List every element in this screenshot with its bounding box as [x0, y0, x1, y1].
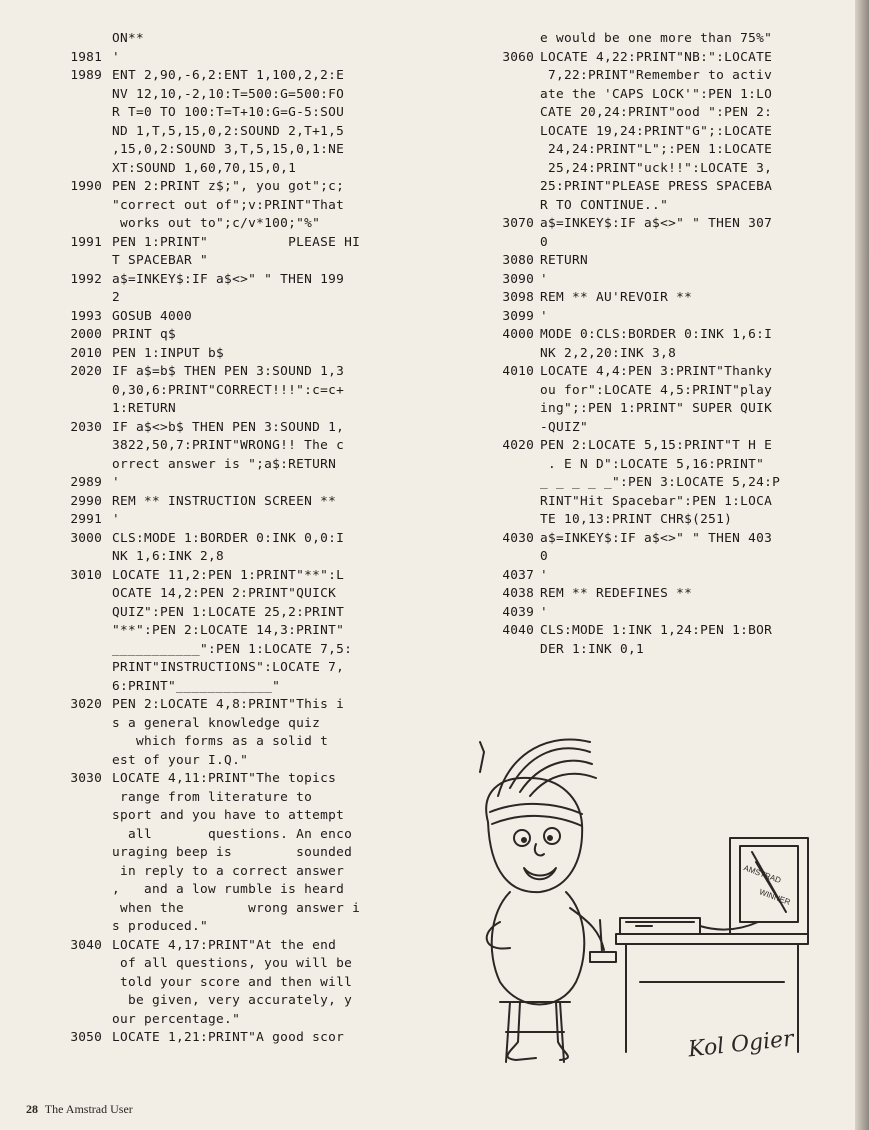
listing-line — [40, 289, 450, 308]
listing-line — [40, 178, 450, 197]
page-number: 28 — [26, 1102, 38, 1116]
basic-code: range from literature to — [112, 789, 313, 805]
basic-code: our percentage." — [112, 1011, 241, 1027]
basic-code: 6:PRINT"____________" — [112, 678, 281, 694]
listing-line — [40, 345, 450, 364]
listing-line — [462, 289, 862, 308]
basic-code: RETURN — [540, 253, 589, 268]
basic-code: 25,24:PRINT"uck!!":LOCATE 3, — [540, 160, 773, 176]
basic-code: PEN 1:PRINT" PLEASE HI — [112, 234, 361, 250]
listing-line — [40, 400, 450, 419]
line-number: 2010 — [70, 345, 102, 361]
listing-line — [462, 511, 862, 530]
listing-line — [40, 881, 450, 900]
listing-line — [40, 1011, 450, 1030]
basic-code: LOCATE 4,17:PRINT"At the end — [112, 937, 337, 953]
line-number: 2991 — [70, 512, 102, 527]
basic-code: ' — [540, 604, 549, 620]
line-number: 4038 — [502, 586, 534, 601]
listing-line — [40, 493, 450, 512]
listing-line — [40, 1029, 450, 1048]
listing-line — [40, 900, 450, 919]
listing-line — [40, 234, 450, 253]
listing-line — [40, 67, 450, 86]
listing-line — [40, 197, 450, 216]
basic-code: a$=INKEY$:IF a$<>" " THEN 199 — [112, 271, 345, 287]
basic-code: OCATE 14,2:PEN 2:PRINT"QUICK — [112, 586, 337, 601]
basic-code: ' — [540, 567, 549, 583]
basic-code: LOCATE 4,22:PRINT"NB:":LOCATE — [540, 49, 773, 65]
basic-code: NK 2,2,20:INK 3,8 — [540, 345, 677, 361]
listing-line — [462, 178, 862, 197]
listing-line — [40, 382, 450, 401]
basic-code: T SPACEBAR " — [112, 253, 209, 268]
listing-line — [40, 604, 450, 623]
basic-code: ' — [112, 512, 121, 527]
basic-code: PEN 2:LOCATE 5,15:PRINT"T H E — [540, 438, 773, 453]
basic-code: sport and you have to attempt — [112, 808, 345, 823]
listing-line — [40, 123, 450, 142]
listing-line — [40, 86, 450, 105]
listing-line — [40, 252, 450, 271]
monitor — [730, 838, 808, 934]
basic-code: ENT 2,90,-6,2:ENT 1,100,2,2:E — [112, 68, 345, 83]
basic-code: ' — [112, 49, 121, 65]
line-number: 3099 — [502, 308, 534, 324]
line-number: 1993 — [70, 308, 102, 324]
listing-line — [40, 548, 450, 567]
listing-line — [40, 474, 450, 493]
basic-code: "**":PEN 2:LOCATE 14,3:PRINT" — [112, 623, 345, 638]
basic-code: in reply to a correct answer — [112, 863, 345, 879]
listing-line — [40, 585, 450, 604]
line-number: 1981 — [70, 49, 102, 65]
listing-line — [40, 770, 450, 789]
monitor-screen-text: WINNER — [758, 887, 792, 907]
line-number: 3070 — [502, 216, 534, 231]
basic-code: LOCATE 11,2:PEN 1:PRINT"**":L — [112, 567, 345, 583]
listing-line — [40, 807, 450, 826]
artist-signature: Kol Ogier — [686, 1026, 795, 1063]
listing-line — [40, 160, 450, 179]
listing-line — [462, 419, 862, 438]
basic-code: DER 1:INK 0,1 — [540, 641, 645, 657]
basic-code: ' — [112, 475, 121, 490]
line-number: 3050 — [70, 1030, 102, 1045]
listing-line — [40, 659, 450, 678]
basic-code: "correct out of";v:PRINT"That — [112, 197, 345, 213]
basic-code: CLS:MODE 1:BORDER 0:INK 0,0:I — [112, 530, 345, 546]
line-number: 1989 — [70, 68, 102, 83]
basic-code: uraging beep is sounded — [112, 845, 353, 860]
basic-code: ND 1,T,5,15,0,2:SOUND 2,T+1,5 — [112, 123, 345, 139]
line-number: 4010 — [502, 364, 534, 379]
basic-code: 0 — [540, 234, 549, 250]
basic-code: PRINT"INSTRUCTIONS":LOCATE 7, — [112, 660, 345, 675]
line-number: 2990 — [70, 493, 102, 509]
basic-code: 2 — [112, 290, 121, 305]
basic-code: REM ** INSTRUCTION SCREEN ** — [112, 493, 337, 509]
listing-left-column — [40, 30, 450, 1048]
page-edge-shadow — [855, 0, 869, 1130]
listing-line — [462, 456, 862, 475]
basic-code: LOCATE 4,11:PRINT"The topics — [112, 771, 337, 786]
listing-line — [40, 567, 450, 586]
listing-line — [462, 86, 862, 105]
listing-line — [40, 419, 450, 438]
listing-line — [462, 530, 862, 549]
listing-line — [40, 271, 450, 290]
listing-line — [40, 844, 450, 863]
basic-code: 25:PRINT"PLEASE PRESS SPACEBA — [540, 179, 773, 194]
basic-code: LOCATE 4,4:PEN 3:PRINT"Thanky — [540, 364, 773, 379]
basic-code: ___________":PEN 1:LOCATE 7,5: — [112, 641, 353, 657]
listing-line — [462, 493, 862, 512]
listing-line — [40, 530, 450, 549]
listing-line — [40, 918, 450, 937]
basic-code: 24,24:PRINT"L";:PEN 1:LOCATE — [540, 142, 773, 157]
basic-code: ate the 'CAPS LOCK'":PEN 1:LO — [540, 86, 773, 102]
basic-code: PEN 2:LOCATE 4,8:PRINT"This i — [112, 697, 345, 712]
listing-line — [462, 67, 862, 86]
listing-line — [40, 696, 450, 715]
basic-code: IF a$<>b$ THEN PEN 3:SOUND 1, — [112, 419, 345, 435]
basic-code: 0 — [540, 549, 549, 564]
basic-code: ' — [540, 271, 549, 287]
listing-line — [462, 123, 862, 142]
basic-code: a$=INKEY$:IF a$<>" " THEN 307 — [540, 216, 773, 231]
line-number: 4030 — [502, 530, 534, 546]
listing-line — [462, 382, 862, 401]
basic-code: XT:SOUND 1,60,70,15,0,1 — [112, 160, 297, 176]
line-number: 2030 — [70, 419, 102, 435]
basic-code: _ _ _ _ _":PEN 3:LOCATE 5,24:P — [540, 475, 781, 490]
listing-line — [40, 30, 450, 49]
line-number: 1990 — [70, 179, 102, 194]
basic-code: est of your I.Q." — [112, 752, 249, 768]
listing-line — [40, 622, 450, 641]
listing-line — [462, 197, 862, 216]
basic-code: QUIZ":PEN 1:LOCATE 25,2:PRINT — [112, 604, 345, 620]
listing-line — [462, 326, 862, 345]
listing-line — [40, 937, 450, 956]
listing-line — [462, 215, 862, 234]
basic-code: a$=INKEY$:IF a$<>" " THEN 403 — [540, 530, 773, 546]
listing-line — [462, 345, 862, 364]
listing-line — [40, 456, 450, 475]
line-number: 3098 — [502, 290, 534, 305]
basic-code: 1:RETURN — [112, 401, 177, 416]
line-number: 2989 — [70, 475, 102, 490]
line-number: 3040 — [70, 937, 102, 953]
basic-code: ' — [540, 308, 549, 324]
line-number: 2020 — [70, 364, 102, 379]
line-number: 1991 — [70, 234, 102, 250]
basic-code: ou for":LOCATE 4,5:PRINT"play — [540, 382, 773, 398]
basic-code: told your score and then will — [112, 974, 353, 990]
listing-line — [462, 604, 862, 623]
line-number: 3060 — [502, 49, 534, 65]
basic-code: MODE 0:CLS:BORDER 0:INK 1,6:I — [540, 327, 773, 342]
basic-code: which forms as a solid t — [112, 734, 329, 749]
listing-line — [40, 974, 450, 993]
listing-line — [462, 474, 862, 493]
line-number: 3000 — [70, 530, 102, 546]
basic-code: 0,30,6:PRINT"CORRECT!!!":c=c+ — [112, 382, 345, 398]
line-number: 3010 — [70, 567, 102, 583]
listing-line — [40, 215, 450, 234]
listing-line — [40, 863, 450, 882]
listing-line — [462, 308, 862, 327]
cartoon-illustration — [440, 712, 840, 1082]
listing-line — [462, 252, 862, 271]
basic-code: 7,22:PRINT"Remember to activ — [540, 68, 773, 83]
basic-code: PEN 2:PRINT z$;", you got";c; — [112, 179, 345, 194]
page-footer — [26, 1102, 133, 1117]
listing-line — [462, 400, 862, 419]
listing-line — [40, 715, 450, 734]
basic-code: REM ** REDEFINES ** — [540, 586, 693, 601]
basic-code: CATE 20,24:PRINT"ood ":PEN 2: — [540, 105, 773, 120]
listing-line — [462, 641, 862, 660]
hair-strands — [498, 739, 596, 796]
basic-code: REM ** AU'REVOIR ** — [540, 290, 693, 305]
basic-code: -QUIZ" — [540, 419, 589, 435]
headband — [490, 804, 582, 826]
listing-line — [40, 49, 450, 68]
listing-line — [40, 752, 450, 771]
basic-code: R T=0 TO 100:T=T+10:G=G-5:SOU — [112, 105, 345, 120]
basic-code: when the wrong answer i — [112, 900, 361, 916]
listing-line — [462, 234, 862, 253]
basic-code: , and a low rumble is heard — [112, 882, 345, 897]
listing-line — [40, 955, 450, 974]
listing-line — [40, 104, 450, 123]
basic-code: orrect answer is ";a$:RETURN — [112, 456, 337, 472]
basic-code: LOCATE 1,21:PRINT"A good scor — [112, 1030, 345, 1045]
listing-line — [462, 104, 862, 123]
stool — [500, 1002, 570, 1062]
listing-line — [40, 641, 450, 660]
listing-line — [462, 437, 862, 456]
basic-code: ON** — [112, 31, 145, 46]
joystick — [590, 920, 616, 962]
listing-line — [462, 160, 862, 179]
basic-code: e would be one more than 75%" — [540, 31, 773, 46]
listing-line — [40, 992, 450, 1011]
basic-code: 3822,50,7:PRINT"WRONG!! The c — [112, 438, 345, 453]
basic-code: s a general knowledge quiz — [112, 715, 321, 731]
basic-code: IF a$=b$ THEN PEN 3:SOUND 1,3 — [112, 364, 345, 379]
listing-line — [462, 622, 862, 641]
line-number: 2000 — [70, 327, 102, 342]
listing-line — [40, 789, 450, 808]
basic-code: R TO CONTINUE.." — [540, 197, 669, 213]
listing-right-column — [462, 30, 862, 659]
listing-line — [462, 363, 862, 382]
listing-line — [40, 141, 450, 160]
line-number: 3080 — [502, 253, 534, 268]
listing-line — [40, 308, 450, 327]
line-number: 4000 — [502, 327, 534, 342]
basic-code: TE 10,13:PRINT CHR$(251) — [540, 512, 733, 527]
basic-code: RINT"Hit Spacebar":PEN 1:LOCA — [540, 493, 773, 509]
basic-code: NK 1,6:INK 2,8 — [112, 549, 225, 564]
listing-line — [40, 826, 450, 845]
listing-line — [462, 585, 862, 604]
basic-code: s produced." — [112, 919, 209, 934]
listing-line — [462, 567, 862, 586]
basic-code: be given, very accurately, y — [112, 993, 353, 1008]
line-number: 4040 — [502, 623, 534, 638]
basic-code: PRINT q$ — [112, 327, 177, 342]
line-number: 3020 — [70, 697, 102, 712]
basic-code: CLS:MODE 1:INK 1,24:PEN 1:BOR — [540, 623, 773, 638]
line-number: 3030 — [70, 771, 102, 786]
line-number: 4020 — [502, 438, 534, 453]
listing-line — [40, 437, 450, 456]
basic-code: GOSUB 4000 — [112, 308, 193, 324]
basic-code: of all questions, you will be — [112, 956, 353, 971]
basic-code: . E N D":LOCATE 5,16:PRINT" — [540, 456, 765, 472]
listing-line — [40, 733, 450, 752]
basic-code: LOCATE 19,24:PRINT"G";:LOCATE — [540, 123, 773, 139]
listing-line — [462, 49, 862, 68]
listing-line — [40, 511, 450, 530]
publication-name: The Amstrad User — [44, 1102, 133, 1116]
basic-code: ing";:PEN 1:PRINT" SUPER QUIK — [540, 401, 773, 416]
listing-line — [462, 141, 862, 160]
basic-code: PEN 1:INPUT b$ — [112, 345, 225, 361]
listing-line — [462, 271, 862, 290]
basic-code: NV 12,10,-2,10:T=500:G=500:FO — [112, 86, 345, 102]
monitor-label: AMSTRAD — [742, 863, 783, 886]
basic-code: all questions. An enco — [112, 826, 353, 842]
listing-line — [462, 30, 862, 49]
listing-line — [462, 548, 862, 567]
line-number: 1992 — [70, 271, 102, 287]
basic-code: works out to";c/v*100;"%" — [112, 216, 321, 231]
basic-code: ,15,0,2:SOUND 3,T,5,15,0,1:NE — [112, 142, 345, 157]
line-number: 4039 — [502, 604, 534, 620]
line-number: 4037 — [502, 567, 534, 583]
listing-line — [40, 363, 450, 382]
listing-line — [40, 326, 450, 345]
keyboard — [620, 918, 700, 934]
listing-line — [40, 678, 450, 697]
line-number: 3090 — [502, 271, 534, 287]
